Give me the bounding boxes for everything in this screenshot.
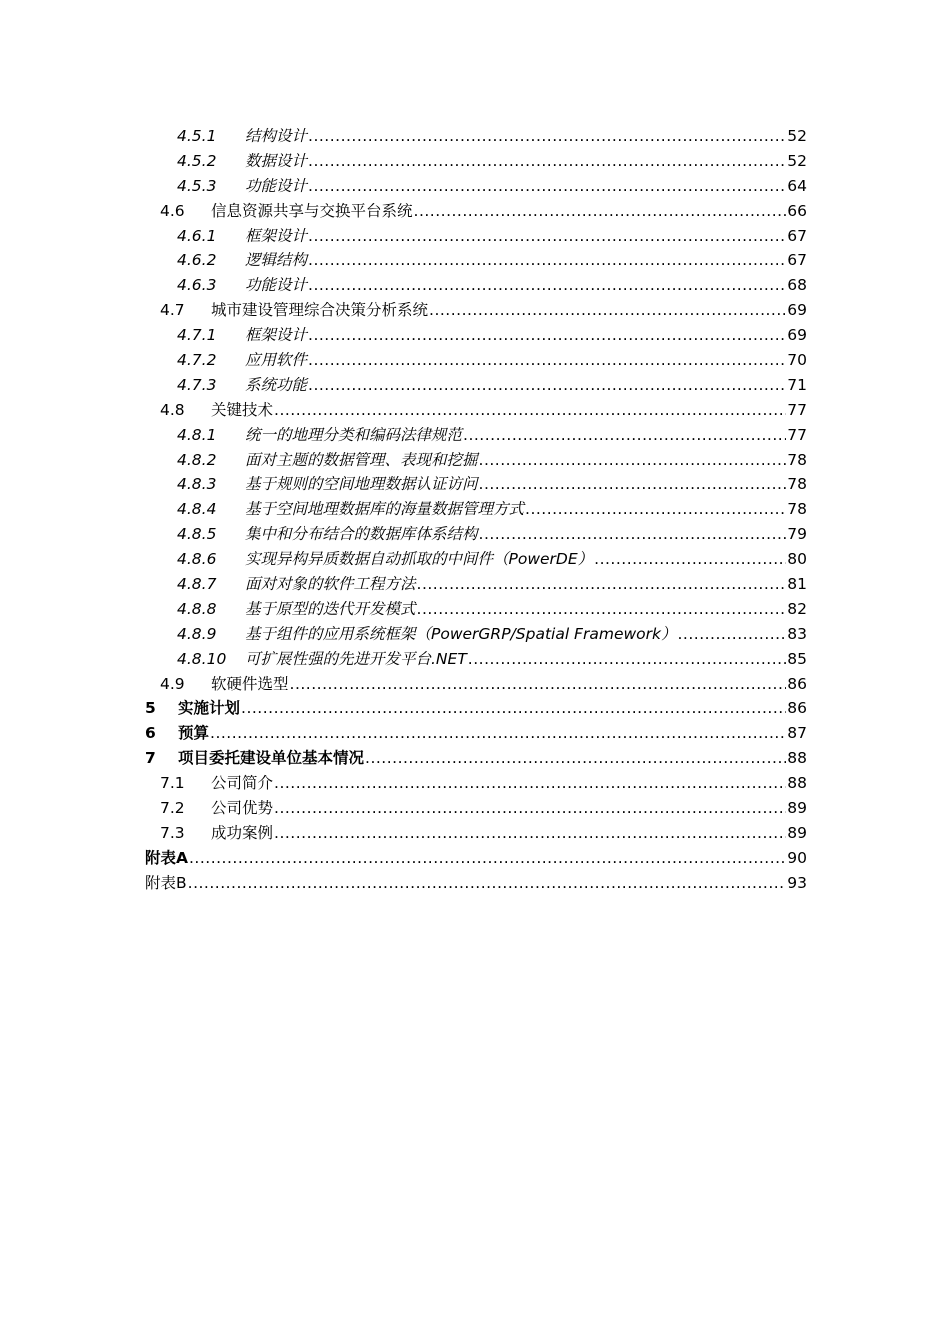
toc-number: 4.8.2 <box>177 450 217 469</box>
toc-page: 71 <box>787 375 807 394</box>
toc-entry[interactable] <box>145 273 807 298</box>
toc-title: 逻辑结构 <box>245 251 308 270</box>
toc-number: 4.9 <box>160 674 185 693</box>
toc-title: 基于规则的空间地理数据认证访问 <box>245 475 478 494</box>
toc-title: 关键技术 <box>211 400 274 419</box>
toc-number: 4.8.1 <box>177 425 217 444</box>
toc-page: 89 <box>787 799 807 818</box>
toc-leader <box>678 622 787 647</box>
toc-entry[interactable] <box>145 124 807 149</box>
toc-page: 93 <box>787 873 807 892</box>
toc-page: 88 <box>787 774 807 793</box>
toc-leader <box>308 174 786 199</box>
toc-title: 成功案例 <box>211 823 274 842</box>
toc-number: 4.8.8 <box>177 599 217 618</box>
toc-title: 实现异构异质数据自动抓取的中间件（PowerDE） <box>245 550 594 569</box>
toc-leader <box>308 149 786 174</box>
toc-page: 78 <box>787 475 807 494</box>
toc-title: 预算 <box>178 724 210 743</box>
toc-entry[interactable] <box>145 796 807 821</box>
toc-leader <box>274 398 786 423</box>
toc-entry[interactable] <box>145 199 807 224</box>
toc-number: 7.2 <box>160 799 185 818</box>
toc-leader <box>308 273 786 298</box>
toc-page: 85 <box>787 649 807 668</box>
toc-page: 77 <box>787 425 807 444</box>
toc-leader <box>479 522 787 547</box>
toc-entry[interactable] <box>145 323 807 348</box>
toc-page: 52 <box>787 151 807 170</box>
toc-title: 基于组件的应用系统框架（PowerGRP/Spatial Framework） <box>245 624 677 643</box>
toc-number: 6 <box>145 724 156 743</box>
toc-entry[interactable] <box>145 373 807 398</box>
toc-leader <box>308 224 786 249</box>
toc-title: 信息资源共享与交换平台系统 <box>211 201 413 220</box>
toc-title: 面对主题的数据管理、表现和挖掘 <box>245 450 478 469</box>
toc-leader <box>308 323 786 348</box>
toc-entry[interactable] <box>145 771 807 796</box>
toc-leader <box>274 796 786 821</box>
toc-entry[interactable] <box>145 696 807 721</box>
toc-number: 4.8.7 <box>177 575 217 594</box>
toc-page: 83 <box>787 624 807 643</box>
toc-entry-appendix-a[interactable] <box>145 846 807 871</box>
toc-title: 应用软件 <box>245 351 308 370</box>
toc-title: 项目委托建设单位基本情况 <box>178 749 365 768</box>
toc-page: 78 <box>787 450 807 469</box>
toc-page: 67 <box>787 251 807 270</box>
toc-entry[interactable] <box>145 622 807 647</box>
toc-entry-appendix-b[interactable] <box>145 871 807 896</box>
toc-number: 4.6.1 <box>177 226 217 245</box>
toc-number: 7.3 <box>160 823 185 842</box>
toc-leader <box>365 746 786 771</box>
toc-number: 4.8 <box>160 400 185 419</box>
toc-leader <box>417 572 787 597</box>
toc-title: 基于空间地理数据库的海量数据管理方式 <box>245 500 525 519</box>
toc-leader <box>274 821 786 846</box>
toc-leader <box>210 721 786 746</box>
toc-leader <box>308 248 786 273</box>
toc-number: 4.7.3 <box>177 375 217 394</box>
toc-entry[interactable] <box>145 647 807 672</box>
toc-title: 框架设计 <box>245 326 308 345</box>
toc-title: 功能设计 <box>245 176 308 195</box>
toc-title: 公司优势 <box>211 799 274 818</box>
toc-number: 4.5.3 <box>177 176 217 195</box>
toc-leader <box>417 597 787 622</box>
toc-leader <box>468 647 786 672</box>
toc-page: 87 <box>787 724 807 743</box>
toc-entry[interactable] <box>145 821 807 846</box>
toc-page: 78 <box>787 500 807 519</box>
toc-entry[interactable] <box>145 497 807 522</box>
toc-title: 城市建设管理综合决策分析系统 <box>211 301 429 320</box>
toc-number: 7 <box>145 749 156 768</box>
toc-leader <box>463 423 786 448</box>
toc-leader <box>188 871 787 896</box>
toc-number: 4.8.5 <box>177 525 217 544</box>
toc-title: 附表B <box>145 873 187 892</box>
toc-page: 90 <box>787 848 807 867</box>
toc-number: 4.5.1 <box>177 127 217 145</box>
toc-number: 4.8.4 <box>177 500 217 519</box>
toc-entry[interactable] <box>145 224 807 249</box>
toc-title: 数据设计 <box>245 151 308 170</box>
toc-entry[interactable] <box>145 597 807 622</box>
toc-leader <box>525 497 786 522</box>
toc-entry[interactable] <box>145 672 807 697</box>
toc-number: 4.8.10 <box>177 649 227 668</box>
toc-number: 4.8.3 <box>177 475 217 494</box>
toc-entry[interactable] <box>145 522 807 547</box>
toc-page: 68 <box>787 276 807 295</box>
toc-title: 实施计划 <box>178 699 241 718</box>
toc-page: 70 <box>787 351 807 370</box>
toc-number: 4.8.6 <box>177 550 217 569</box>
toc-page: 86 <box>787 699 807 718</box>
table-of-contents <box>145 124 807 896</box>
toc-title: 结构设计 <box>245 127 308 145</box>
toc-title: 系统功能 <box>245 375 308 394</box>
toc-number: 7.1 <box>160 774 185 793</box>
toc-page: 77 <box>787 400 807 419</box>
toc-leader <box>308 348 786 373</box>
toc-page: 80 <box>787 550 807 569</box>
toc-number: 4.8.9 <box>177 624 217 643</box>
toc-leader <box>479 472 787 497</box>
toc-leader <box>308 124 786 149</box>
toc-page: 79 <box>787 525 807 544</box>
toc-page: 88 <box>787 749 807 768</box>
toc-leader <box>594 547 786 572</box>
toc-number: 5 <box>145 699 156 718</box>
toc-title: 集中和分布结合的数据库体系结构 <box>245 525 478 544</box>
toc-leader <box>241 696 786 721</box>
toc-number: 4.6 <box>160 201 185 220</box>
toc-entry[interactable] <box>145 746 807 771</box>
toc-page: 67 <box>787 226 807 245</box>
toc-title: 面对对象的软件工程方法 <box>245 575 416 594</box>
toc-entry[interactable] <box>145 398 807 423</box>
toc-entry[interactable] <box>145 572 807 597</box>
toc-entry[interactable] <box>145 248 807 273</box>
toc-title: 统一的地理分类和编码法律规范 <box>245 425 463 444</box>
toc-entry[interactable] <box>145 448 807 473</box>
toc-leader <box>274 771 786 796</box>
toc-title: 软硬件选型 <box>211 674 289 693</box>
toc-leader <box>414 199 787 224</box>
toc-number: 4.6.3 <box>177 276 217 295</box>
toc-entry[interactable] <box>145 547 807 572</box>
toc-number: 4.6.2 <box>177 251 217 270</box>
toc-entry[interactable] <box>145 721 807 746</box>
toc-number: 4.7.1 <box>177 326 217 345</box>
toc-leader <box>479 448 787 473</box>
toc-page: 69 <box>787 326 807 345</box>
toc-entry[interactable] <box>145 149 807 174</box>
toc-page: 82 <box>787 599 807 618</box>
toc-entry[interactable] <box>145 298 807 323</box>
toc-title: 公司简介 <box>211 774 274 793</box>
toc-page: 66 <box>787 201 807 220</box>
toc-title: 可扩展性强的先进开发平台.NET <box>245 649 467 668</box>
toc-entry[interactable] <box>145 423 807 448</box>
toc-entry[interactable] <box>145 472 807 497</box>
toc-leader <box>429 298 786 323</box>
toc-page: 64 <box>787 176 807 195</box>
toc-page: 86 <box>787 674 807 693</box>
toc-title: 功能设计 <box>245 276 308 295</box>
toc-title: 附表A <box>145 848 188 867</box>
toc-number: 4.5.2 <box>177 151 217 170</box>
toc-entry[interactable] <box>145 348 807 373</box>
toc-leader <box>189 846 786 871</box>
toc-entry[interactable] <box>145 174 807 199</box>
toc-leader <box>290 672 787 697</box>
toc-page: 52 <box>787 127 807 145</box>
toc-page: 89 <box>787 823 807 842</box>
toc-page: 69 <box>787 301 807 320</box>
toc-title: 框架设计 <box>245 226 308 245</box>
toc-title: 基于原型的迭代开发模式 <box>245 599 416 618</box>
toc-leader <box>308 373 786 398</box>
toc-number: 4.7.2 <box>177 351 217 370</box>
toc-page: 81 <box>787 575 807 594</box>
toc-number: 4.7 <box>160 301 185 320</box>
